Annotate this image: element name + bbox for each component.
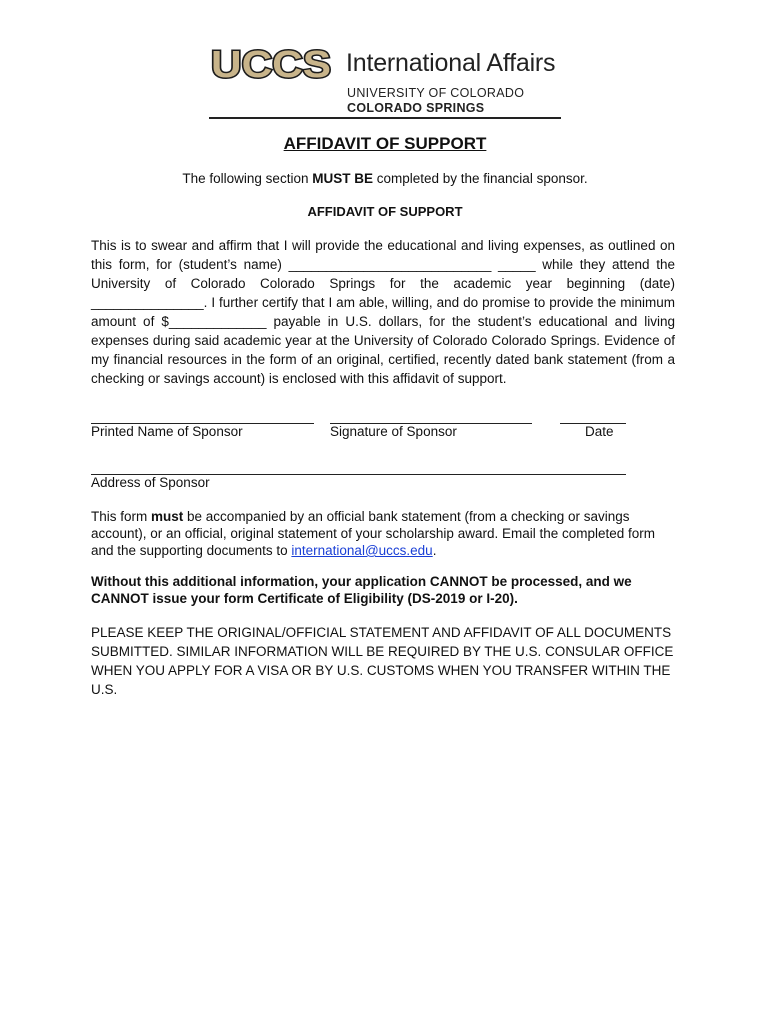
instructions-note	[91, 508, 681, 559]
warning-text: Without this additional information, your application CANNOT be processed, and we CANNOT issue your form Certificate of Eligibility (DS-2019 or I-20).	[91, 574, 632, 606]
section-subtitle: AFFIDAVIT OF SUPPORT	[307, 204, 463, 219]
affidavit-body: This is to swear and affirm that I will provide the educational and living expenses, as outlined on this form, for (student’s name) ___________________________ _____ while they attend the University of Colorado Colorado Springs for the academic year beginning (date) _______________. I further certify that I am able, willing, and do promise to provide the minimum amount of $_____________ payable in U.S. dollars, for the student’s educational and living expenses during said academic year at the University of Colorado Colorado Springs. Evidence of my financial resources in the form of an original, certified, recently dated bank statement (from a checking or savings account) is enclosed with this affidavit of support.	[91, 238, 675, 386]
printed-name-label: Printed Name of Sponsor	[91, 424, 243, 439]
intro-before: The following section	[182, 171, 313, 186]
signature-label: Signature of Sponsor	[330, 424, 457, 439]
note-before: This form	[91, 509, 152, 524]
address-label: Address of Sponsor	[91, 475, 210, 490]
email-link[interactable]: international@uccs.edu	[291, 543, 433, 558]
intro-emphasis: MUST BE	[312, 171, 373, 186]
brand-title: International Affairs	[346, 49, 556, 77]
brand-university: UNIVERSITY OF COLORADO	[347, 86, 525, 100]
note-emphasis: must	[151, 509, 184, 524]
document-title: AFFIDAVIT OF SUPPORT	[283, 134, 487, 153]
note-after: .	[432, 543, 437, 558]
closing-notice: PLEASE KEEP THE ORIGINAL/OFFICIAL STATEMENT AND AFFIDAVIT OF ALL DOCUMENTS SUBMITTED. SIMILAR INFORMATION WILL BE REQUIRED BY THE U.S. CONSULAR OFFICE WHEN YOU APPLY FOR A VISA OR BY U.S. CUSTOMS WHEN YOU TRANSFER WITHIN THE U.S.	[91, 625, 674, 697]
logo-text: UCCS	[211, 46, 331, 82]
intro-text	[0, 171, 770, 186]
note-middle: be accompanied by an official bank statement (from a checking or savings account), or an official, original statement of your scholarship award. Email the completed form and the supporting documents to	[91, 509, 656, 558]
header-divider	[209, 117, 561, 119]
date-label: Date	[585, 424, 614, 439]
intro-after: completed by the financial sponsor.	[372, 171, 588, 186]
brand-campus: COLORADO SPRINGS	[347, 101, 485, 115]
uccs-logo	[209, 46, 333, 82]
